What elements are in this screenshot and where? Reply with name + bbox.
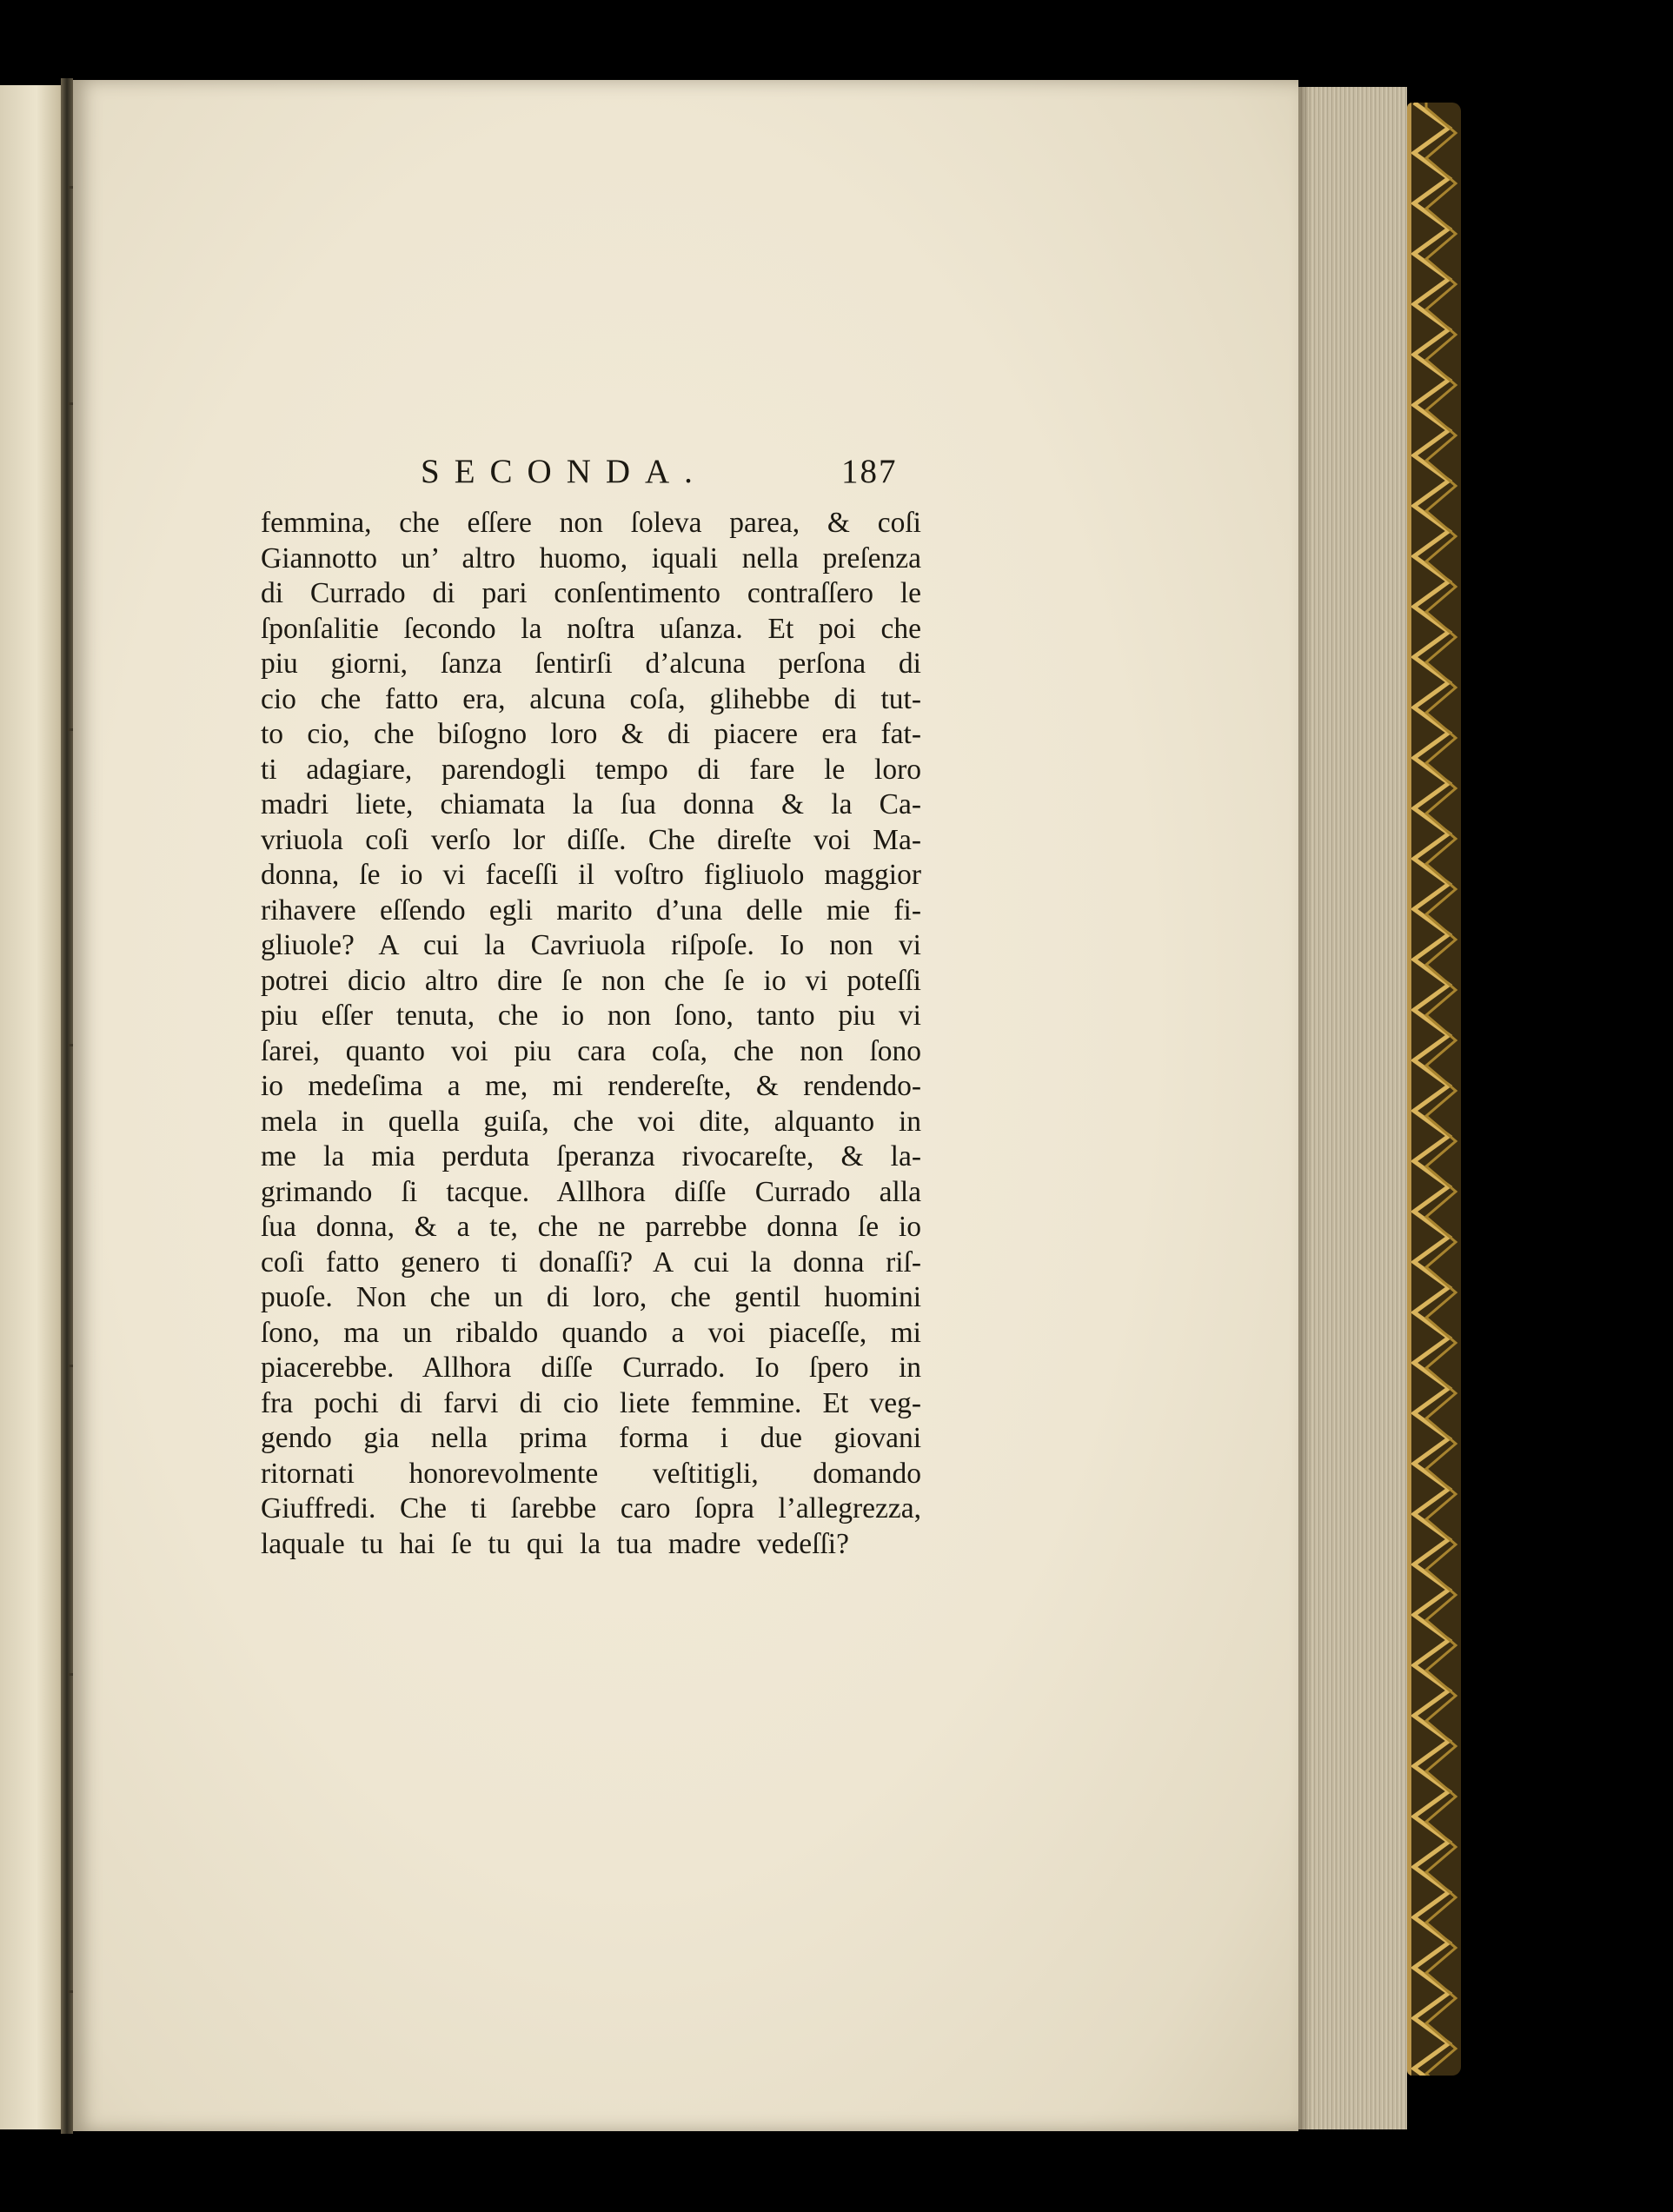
text-block — [261, 452, 921, 1562]
gilt-binding-edge — [1407, 103, 1461, 2076]
left-page-edge — [0, 85, 66, 2129]
text-line: donna, ſe io vi faceſſi il voſtro figliuolo maggior — [261, 859, 921, 891]
text-line: vriuola coſi verſo lor diſſe. Che direſte voi Ma- — [261, 823, 921, 856]
text-line: coſi fatto genero ti donaſſi? A cui la donna riſ- — [261, 1245, 921, 1279]
text-line: to cio, che biſogno loro & di piacere era fat- — [261, 718, 921, 750]
gilt-zigzag-ornament — [1407, 103, 1461, 2076]
text-line: gendo gia nella prima forma i due giovani — [261, 1422, 921, 1454]
text-line: piu giorni, ſanza ſentirſi d’alcuna perſona di — [261, 648, 921, 680]
text-line: piu eſſer tenuta, che io non ſono, tanto piu vi — [261, 1000, 921, 1032]
text-line: gliuole? A cui la Cavriuola riſpoſe. Io non vi — [261, 929, 921, 961]
text-line: piacerebbe. Allhora diſſe Currado. Io ſpero in — [261, 1352, 921, 1384]
text-line: madri liete, chiamata la ſua donna & la Ca- — [261, 788, 921, 820]
text-line: Giannotto un’ altro huomo, iquali nella preſenza — [261, 541, 921, 575]
text-line: potrei dicio altro dire ſe non che ſe io vi poteſſi — [261, 964, 921, 997]
page-number: 187 — [841, 453, 898, 490]
gilt-zigzag-line — [1414, 103, 1449, 2076]
text-line: io medeſima a me, mi rendereſte, & rendendo- — [261, 1070, 921, 1102]
text-line: fra pochi di farvi di cio liete femmine. Et veg- — [261, 1386, 921, 1419]
gilt-border-line — [1407, 103, 1411, 2076]
text-line: ſponſalitie ſecondo la noſtra uſanza. Et poi che — [261, 612, 921, 645]
running-head-title: SECONDA. — [421, 453, 707, 490]
book-gutter — [61, 78, 73, 2134]
text-line: puoſe. Non che un di loro, che gentil huomini — [261, 1281, 921, 1313]
text-line: rihavere eſſendo egli marito d’una delle mie fi- — [261, 893, 921, 927]
text-line: ſono, ma un ribaldo quando a voi piaceſſe, mi — [261, 1316, 921, 1349]
text-line: me la mia perduta ſperanza rivocareſte, & la- — [261, 1140, 921, 1172]
text-line: cio che fatto era, alcuna coſa, glihebbe di tut- — [261, 682, 921, 715]
text-line: Giuffredi. Che ti ſarebbe caro ſopra l’allegrezza, — [261, 1492, 921, 1524]
running-head — [261, 452, 921, 506]
text-line: grimando ſi tacque. Allhora diſſe Currado alla — [261, 1175, 921, 1208]
text-line: ſarei, quanto voi piu cara coſa, che non ſono — [261, 1034, 921, 1067]
text-line: laquale tu hai ſe tu qui la tua madre vedeſſi? — [261, 1527, 849, 1560]
text-line: di Currado di pari conſentimento contraſſero le — [261, 577, 921, 609]
body-text — [261, 506, 921, 1562]
text-line: ti adagiare, parendogli tempo di fare le loro — [261, 753, 921, 786]
text-line: mela in quella guiſa, che voi dite, alquanto in — [261, 1105, 921, 1138]
page-edge-shadow — [1298, 87, 1311, 2129]
text-line: femmina, che eſſere non ſoleva parea, & coſi — [261, 507, 921, 539]
text-line: ſua donna, & a te, che ne parrebbe donna ſe io — [261, 1211, 921, 1243]
text-line: ritornati honorevolmente veſtitigli, domando — [261, 1457, 921, 1490]
page-block-edges — [1298, 87, 1407, 2129]
